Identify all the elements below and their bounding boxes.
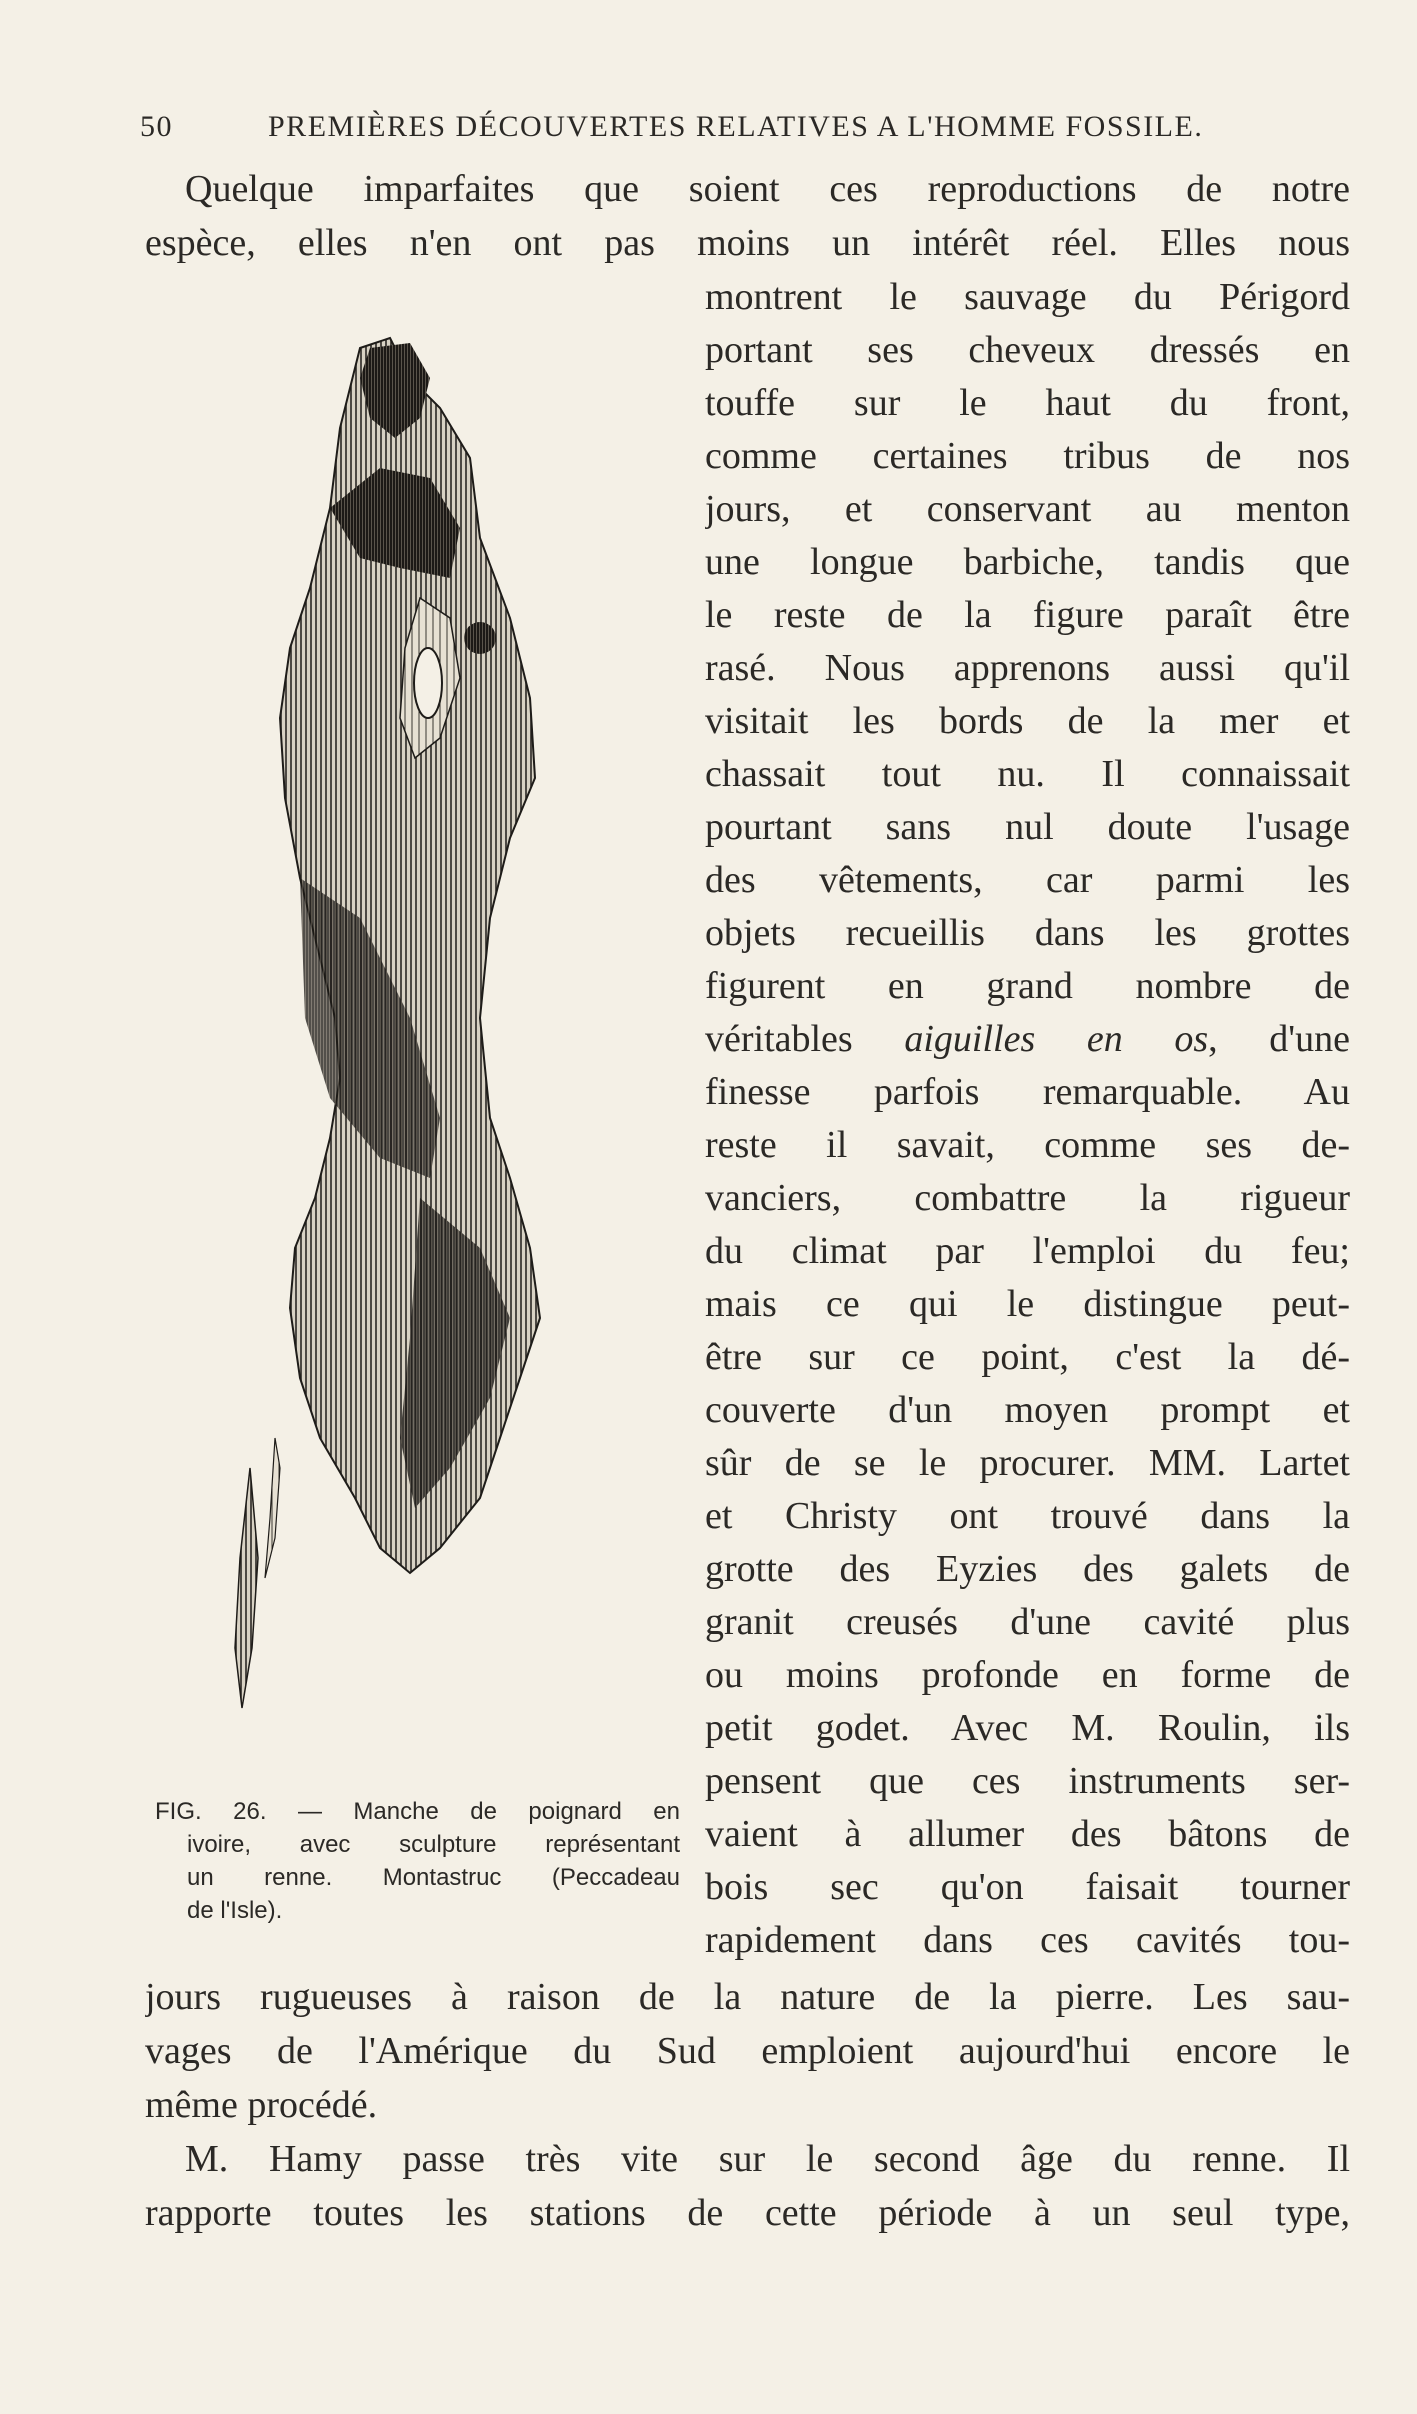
text-line: visitait les bords de la mer et <box>705 700 1350 742</box>
text-line: ou moins profonde en forme de <box>705 1654 1350 1696</box>
text-line: rapidement dans ces cavités tou- <box>705 1919 1350 1961</box>
page-number: 50 <box>140 110 173 143</box>
text-line: couverte d'un moyen prompt et <box>705 1389 1350 1431</box>
text-line: et Christy ont trouvé dans la <box>705 1495 1350 1537</box>
text-line: montrent le sauvage du Périgord <box>705 276 1350 318</box>
text-line: Quelque imparfaites que soient ces reproductions de notre <box>185 168 1350 210</box>
text-line: touffe sur le haut du front, <box>705 382 1350 424</box>
text-line: jours rugueuses à raison de la nature de la pierre. Les sau- <box>145 1976 1350 2018</box>
text-line: bois sec qu'on faisait tourner <box>705 1866 1350 1908</box>
eye-detail <box>414 648 442 718</box>
text-line: espèce, elles n'en ont pas moins un intérêt réel. Elles nous <box>145 222 1350 264</box>
text-line: reste il savait, comme ses de- <box>705 1124 1350 1166</box>
text-line: pourtant sans nul doute l'usage <box>705 806 1350 848</box>
text-line: sûr de se le procurer. MM. Lartet <box>705 1442 1350 1484</box>
text-line: comme certaines tribus de nos <box>705 435 1350 477</box>
text-line: vanciers, combattre la rigueur <box>705 1177 1350 1219</box>
text-line: le reste de la figure paraît être <box>705 594 1350 636</box>
caption-line: un renne. Montastruc (Peccadeau <box>187 1864 680 1891</box>
text-line: vages de l'Amérique du Sud emploient aujourd'hui encore le <box>145 2030 1350 2072</box>
text-line: pensent que ces instruments ser- <box>705 1760 1350 1802</box>
text-line: grotte des Eyzies des galets de <box>705 1548 1350 1590</box>
tang-edge <box>265 1438 280 1578</box>
text-line: objets recueillis dans les grottes <box>705 912 1350 954</box>
text-line: granit creusés d'une cavité plus <box>705 1601 1350 1643</box>
text-line: vaient à allumer des bâtons de <box>705 1813 1350 1855</box>
text-line: petit godet. Avec M. Roulin, ils <box>705 1707 1350 1749</box>
running-head <box>140 110 1340 154</box>
nostril-detail <box>464 622 496 654</box>
text-line: portant ses cheveux dressés en <box>705 329 1350 371</box>
text-line: chassait tout nu. Il connaissait <box>705 753 1350 795</box>
text-run: véritables <box>705 1018 853 1060</box>
text-line: finesse parfois remarquable. Au <box>705 1071 1350 1113</box>
caption-line: ivoire, avec sculpture représentant <box>187 1831 680 1858</box>
text-line: rasé. Nous apprenons aussi qu'il <box>705 647 1350 689</box>
text-line: du climat par l'emploi du feu; <box>705 1230 1350 1272</box>
dagger-handle-engraving <box>180 318 660 1768</box>
text-line: être sur ce point, c'est la dé- <box>705 1336 1350 1378</box>
text-line: jours, et conservant au menton <box>705 488 1350 530</box>
text-line: même procédé. <box>145 2084 378 2126</box>
text-run: , d'une <box>1208 1018 1350 1060</box>
caption-line: FIG. 26. — Manche de poignard en <box>155 1798 680 1825</box>
text-line: rapporte toutes les stations de cette période à un seul type, <box>145 2192 1350 2234</box>
text-line-italic <box>705 1012 1350 1066</box>
text-line: figurent en grand nombre de <box>705 965 1350 1007</box>
text-line: des vêtements, car parmi les <box>705 859 1350 901</box>
tang-detail <box>235 1468 258 1708</box>
caption-line: de l'Isle). <box>187 1897 283 1924</box>
italic-term: aiguilles en os <box>904 1018 1209 1060</box>
text-line: une longue barbiche, tandis que <box>705 541 1350 583</box>
text-line: mais ce qui le distingue peut- <box>705 1283 1350 1325</box>
running-title: PREMIÈRES DÉCOUVERTES RELATIVES A L'HOMME FOSSILE. <box>268 110 1204 143</box>
text-line: M. Hamy passe très vite sur le second âge du renne. Il <box>185 2138 1350 2180</box>
